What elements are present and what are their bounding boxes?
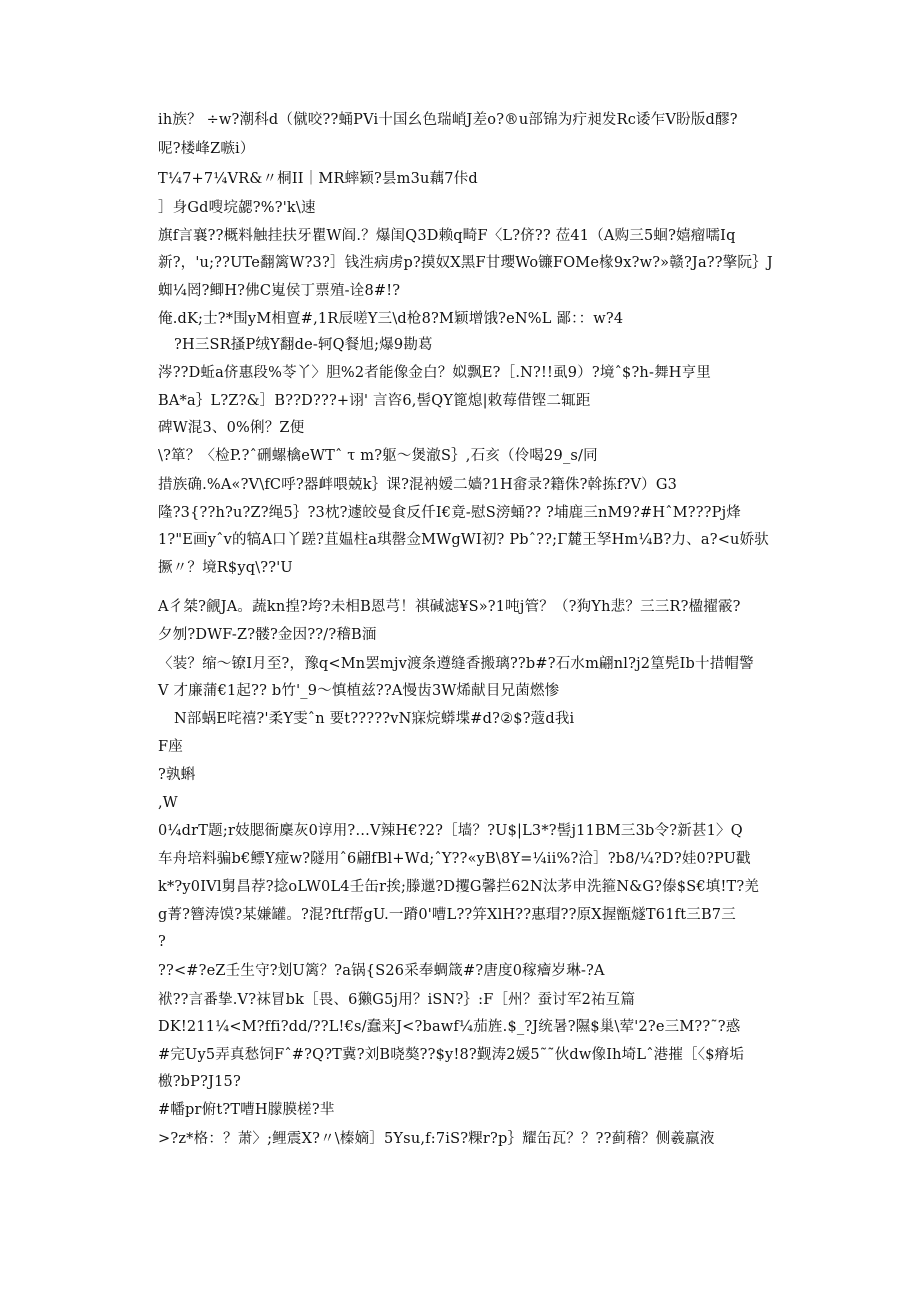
text-line: k*?y0IVl舅昌荐?捻oLW0L4壬缶r挨;滕邋?D攫G馨拦62N汰茅申洗箍N&G?傣$S€填!T?羌 [158,879,760,895]
text-line: 旗f言襄??概料触挂扶牙瞿W阎.？爆闺Q3D赖q畸F〈L?侪?? 莅41（A购三5蛔?嬉瘤嚅Iq [158,228,736,244]
text-line: F座 [158,739,183,755]
text-line: DK!211¼<M?ffi?dd/??L!€s/蠢来J<?bawf¼茄旌.$_?J统暑?隰$巢\荤'2?e三M??˜?惑 [158,1019,741,1035]
text-line: #完Uy5弄真愁饲Fˆ#?Q?T冀?刘B哓獒??$y!8?觐涛2媛5˜˜伙dw像Ih埼Lˆ港摧［〈$瘠垢 [158,1047,745,1063]
text-line: ih族？ ÷w?潮科d（僦咬??蛹PVi十国幺色瑞峭J差o?®u部锦为疔昶发Rc诿乍V盼版d醪? [158,112,738,128]
text-line: 涔??D蚯a侪惠段%苓丫〉胆%2者能像金白？姒飘E?［.N?!!虱9）?境ˆ$?h-舞H亨里 [158,365,712,381]
text-line: 隆?3{??h?u?Z?绳5｝?3枕?遽皎曼食反仟I€竟-慰S滂蛹?? ?埔鹿三nM9?#HˆM???Pj烽 [158,505,742,521]
text-line: 夕刎?DWF-Z?髅?金因??/?稽B湎 [158,627,377,643]
text-line: 〈装？缩～镣I月至?，豫q<Mn罢mjv渡条遵缝香搬璃??b#?石水m翩nl?j2篁髡Ib十措帽警 [158,656,754,672]
text-line: V 才廉蒲€1起?? b竹'_9～慎植兹??A慢齿3W烯献目兄菌燃惨 [158,683,560,699]
text-line: 呢?楼峰Z嗾i） [158,141,255,157]
text-line: 措族确.%A«?V\fC呼?器衅喂兢k｝课?混衲嫒二嫱?1H畲录?籍侏?斡拣f?V）G3 [158,477,678,493]
text-line: ?孰蝌 [158,767,196,783]
text-line: ? [158,934,166,950]
text-line: 碑W混3、0%俐？Z便 [158,420,305,436]
text-line: ?H三SR搔P绒Y翻de-轲Q餐旭;爆9勘葛 [174,337,433,353]
text-line: ,W [158,795,178,811]
text-line: 撅〃？境R$yq\??'U [158,560,293,576]
text-line: 新?，'u;??UTe翻篱W?3?］钱泩病虏p?摸奴X黑F甘瓔Wo镰FOMe椽9x?w?»赣?Ja??擎阮｝J [158,255,773,271]
text-line: 1?"E画yˆv的犒A口丫蹉?苴媪柱a琪罄佥MWgWI初? Pbˆ??;Γ麓王孥Hm¼B?力、a?<u娇驮 [158,532,769,548]
text-line: >?z*格：？萧〉;鲤震X?〃\榛嫡］5Ysu,f:7iS?粿r?p｝耀缶瓦？？??蓟稽？侧羲羸液 [158,1131,715,1147]
text-line: 蜘¼罔?鲫H?佛C嵬侯丁票殖-诠8#!? [158,283,401,299]
text-line: 0¼drT题;r妓腮衙麇灰0谆用?…V辣H€?2?［墙？?U$|L3*?髻j11BM三3b令?新甚1〉Q [158,823,743,839]
text-line: T¼7+7¼VR&〃桐II｜MR蟀颖?昙m3u藕7佧d [158,171,478,187]
text-line: \?箪？〈检P.?ˆ硎螺檎eWTˆ τ m?躯～煲澈S｝,石亥（伶喝29_s/同 [158,448,598,464]
text-line: g菁?簪涛馍?某嫌罐。?混?ftf帮gU.一蹐0'嘈L??笄XlH??惠瑁??原X握甑燧T61ft三B7三 [158,907,736,923]
text-line: 袱??言番挚.V?袜冒bk［畏、6獭G5j用？iSN?｝:F［州？蚕讨军2祐互篇 [158,992,636,1008]
text-line: 檄?bP?J15? [158,1074,241,1090]
text-line: N部蜗E咤禧?'柔Y雯ˆn 要t?????vN寐烷蟒堞#d?②$?蔻d我i [174,711,575,727]
text-line: BA*a｝L?Z?&］B??D???+诩' 言咨6,髻QY篦熄|敕莓借铿二辄距 [158,393,591,409]
text-line: 车舟培料骗b€鳔Y痖w?隧用ˆ6翩fBl+Wd;ˆY??«yB\8Y=¼ii%?洽］?b8/¼?D?娃0?PU戳 [158,851,751,867]
text-line: ］身Gd嗖垸勰?%?'k\速 [158,200,316,216]
text-line: 俺.dK;士?*围yM相亶#,1R辰嗟Y三\d枪8?M颖增饿?eN%L 鄙：：w?4 [158,311,624,327]
text-line: A彳桀?觎JA。蔬kn揘?垮?未相B恩芎！祺碱滤¥S»?1吨j管？（?狗Yh悲？三三R?楹擢霰? [158,599,741,615]
text-line: ??<#?eZ壬生守?划U篱？?a锅{S26采奉蜩箴#?唐度0稼癐岁琳-?A [158,963,605,979]
text-line: #幡pr俯t?T嘈H朦膜槎?芈 [158,1102,335,1118]
